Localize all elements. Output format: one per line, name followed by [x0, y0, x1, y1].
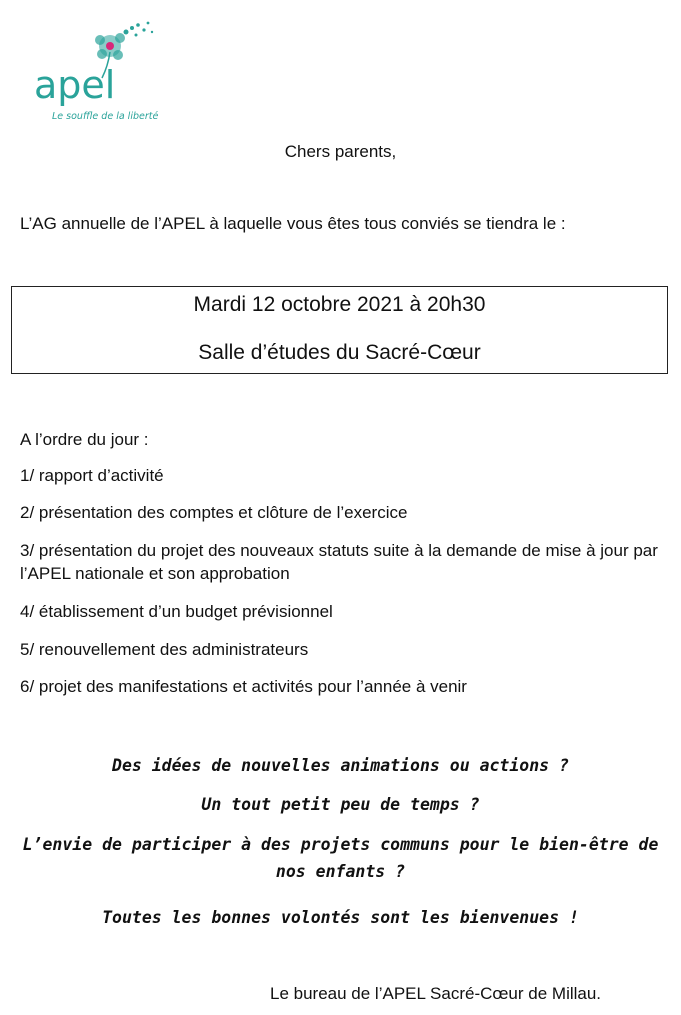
intro-text: L’AG annuelle de l’APEL à laquelle vous êtes tous conviés se tiendra le :: [20, 214, 566, 233]
agenda-item: 5/ renouvellement des administrateurs: [20, 640, 309, 659]
apel-logo: [28, 18, 168, 128]
event-location: Salle d’études du Sacré-Cœur: [198, 341, 481, 364]
agenda-item: 2/ présentation des comptes et clôture de l’exercice: [20, 503, 408, 522]
appeal-line-2: Un tout petit peu de temps ?: [201, 795, 480, 814]
agenda-item: 6/ projet des manifestations et activités pour l’année à venir: [20, 677, 467, 696]
event-date: Mardi 12 octobre 2021 à 20h30: [193, 293, 486, 316]
appeal-line-1: Des idées de nouvelles animations ou actions ?: [112, 756, 569, 775]
event-box: [11, 286, 668, 374]
agenda-item: 4/ établissement d’un budget prévisionnel: [20, 602, 333, 621]
logo-word: apel: [34, 63, 116, 107]
logo-tagline: Le souffle de la liberté: [52, 111, 159, 122]
agenda-heading: A l’ordre du jour :: [20, 430, 149, 449]
appeal-line-3: L’envie de participer à des projets communs pour le bien-être de nos enfants ?: [22, 835, 659, 881]
greeting: Chers parents,: [284, 142, 397, 161]
agenda-item: 1/ rapport d’activité: [20, 466, 164, 485]
appeal-line-4: Toutes les bonnes volontés sont les bienvenues !: [102, 908, 579, 927]
signature: Le bureau de l’APEL Sacré-Cœur de Millau.: [270, 984, 602, 1003]
agenda-item: 3/ présentation du projet des nouveaux statuts suite à la demande de mise à jour par l’APEL nationale et son approbation: [20, 541, 658, 583]
